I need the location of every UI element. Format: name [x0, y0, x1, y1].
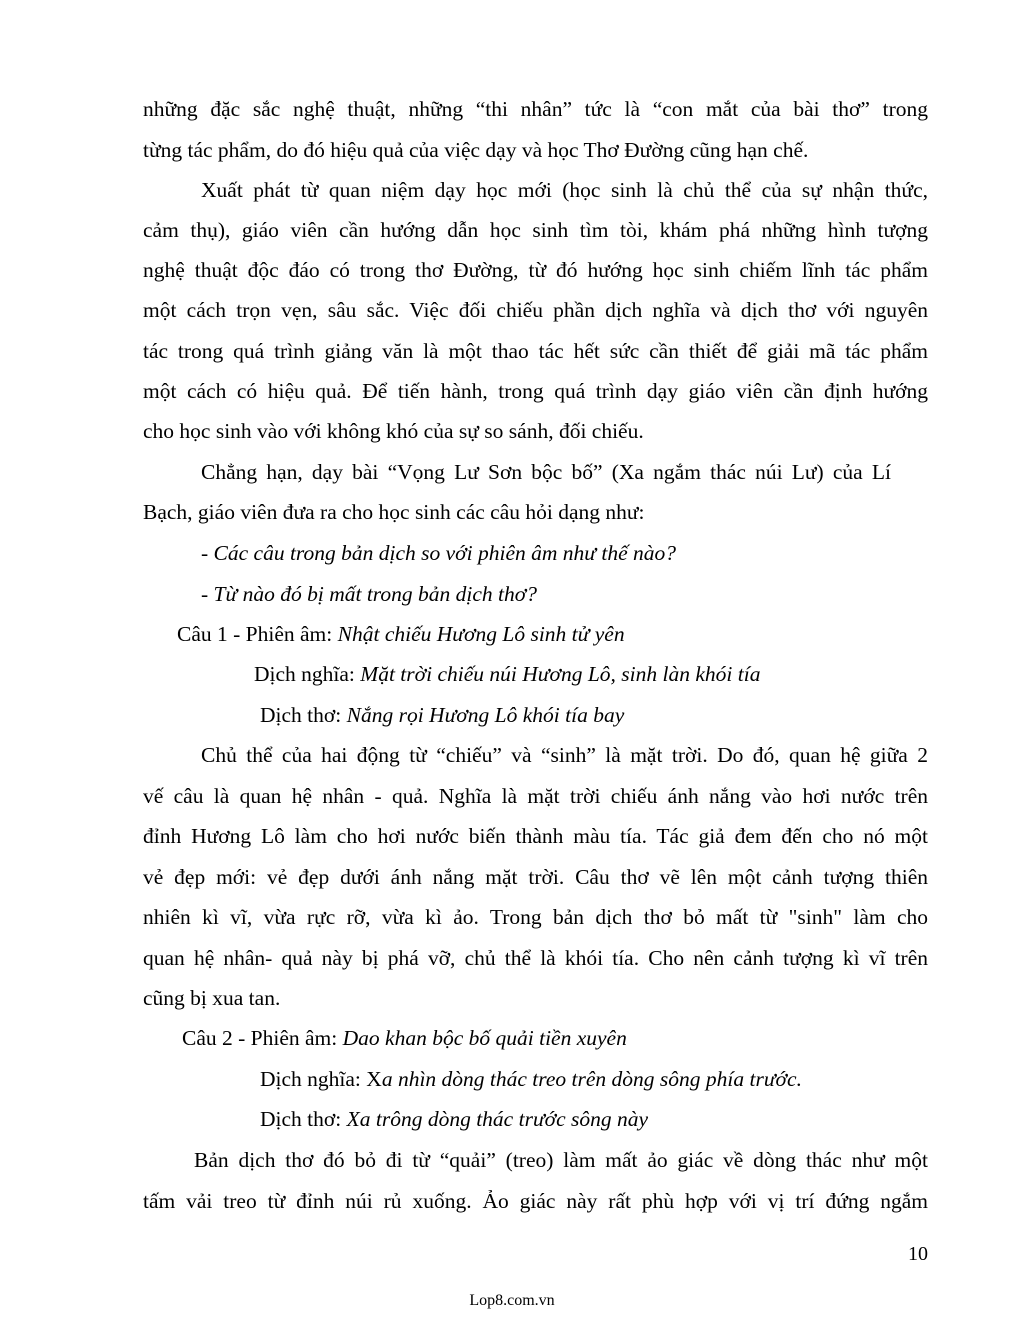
question-line: - Từ nào đó bị mất trong bản dịch thơ? [201, 582, 537, 606]
verse-label: Dịch nghĩa: X [260, 1067, 382, 1091]
verse-label: Dịch nghĩa: [254, 662, 361, 686]
verse-label: Câu 1 - Phiên âm: [177, 622, 338, 646]
verse-text: Mặt trời chiếu núi Hương Lô, sinh làn khói tía [360, 662, 761, 686]
verse-text: Nhật chiếu Hương Lô sinh tử yên [337, 622, 625, 646]
verse-line [182, 1018, 967, 1058]
verse-text: a nhìn dòng thác treo trên dòng sông phía trước. [381, 1067, 802, 1091]
verse-line [254, 654, 1024, 694]
text-line: một cách trọn vẹn, sâu sắc. Việc đối chiếu phần dịch nghĩa và dịch thơ với nguyên [143, 298, 928, 322]
verse-text: Dao khan bộc bố quải tiền xuyên [342, 1026, 627, 1050]
text-line: đỉnh Hương Lô làm cho hơi nước biến thành màu tía. Tác giả đem đến cho nó một [143, 824, 928, 848]
text-line: Chủ thể của hai động từ “chiếu” và “sinh” là mặt trời. Do đó, quan hệ giữa 2 [201, 743, 928, 767]
text-line: quan hệ nhân- quả này bị phá vỡ, chủ thể là khói tía. Cho nên cảnh tượng kì vĩ trên [143, 946, 928, 970]
text-line: Xuất phát từ quan niệm dạy học mới (học sinh là chủ thể của sự nhận thức, [201, 178, 928, 202]
text-line: vẻ đẹp mới: vẻ đẹp dưới ánh nắng mặt trời. Câu thơ vẽ lên một cảnh tượng thiên [143, 865, 928, 889]
text-line: cũng bị xua tan. [143, 986, 281, 1010]
verse-line [260, 1099, 1024, 1139]
text-line: nhiên kì vĩ, vừa rực rỡ, vừa kì ảo. Trong bản dịch thơ bỏ mất từ "sinh" làm cho [143, 905, 928, 929]
question-line: - Các câu trong bản dịch so với phiên âm như thế nào? [201, 541, 677, 565]
verse-label: Dịch thơ: [260, 703, 347, 727]
verse-label: Dịch thơ: [260, 1107, 347, 1131]
text-line: Bạch, giáo viên đưa ra cho học sinh các câu hỏi dạng như: [143, 500, 645, 524]
verse-line [177, 614, 962, 654]
verse-line [260, 695, 1024, 735]
text-line: vế câu là quan hệ nhân - quả. Nghĩa là mặt trời chiếu ánh nắng vào hơi nước trên [143, 784, 928, 808]
text-line: cảm thụ), giáo viên cần hướng dẫn học sinh tìm tòi, khám phá những hình tượng [143, 218, 928, 242]
page-number: 10 [908, 1243, 928, 1265]
text-line: cho học sinh vào với không khó của sự so sánh, đối chiếu. [143, 419, 644, 443]
verse-text: Xa trông dòng thác trước sông này [346, 1107, 649, 1131]
footer-watermark: Lop8.com.vn [469, 1292, 555, 1309]
text-line: Chẳng hạn, dạy bài “Vọng Lư Sơn bộc bố” (Xa ngắm thác núi Lư) của Lí [201, 460, 891, 484]
text-line: những đặc sắc nghệ thuật, những “thi nhân” tức là “con mắt của bài thơ” trong [143, 97, 928, 121]
text-line: tấm vải treo từ đỉnh núi rủ xuống. Ảo giác này rất phù hợp với vị trí đứng ngắm [143, 1189, 928, 1213]
verse-line [260, 1059, 1024, 1099]
text-line: Bản dịch thơ đó bỏ đi từ “quải” (treo) làm mất ảo giác về dòng thác như một [194, 1148, 928, 1172]
verse-text: Nắng rọi Hương Lô khói tía bay [346, 703, 625, 727]
text-line: từng tác phẩm, do đó hiệu quả của việc dạy và học Thơ Đường cũng hạn chế. [143, 138, 809, 162]
text-line: tác trong quá trình giảng văn là một thao tác hết sức cần thiết để giải mã tác phẩm [143, 339, 928, 363]
verse-label: Câu 2 - Phiên âm: [182, 1026, 343, 1050]
text-line: một cách có hiệu quả. Để tiến hành, trong quá trình dạy giáo viên cần định hướng [143, 379, 928, 403]
text-line: nghệ thuật độc đáo có trong thơ Đường, từ đó hướng học sinh chiếm lĩnh tác phẩm [143, 258, 928, 282]
